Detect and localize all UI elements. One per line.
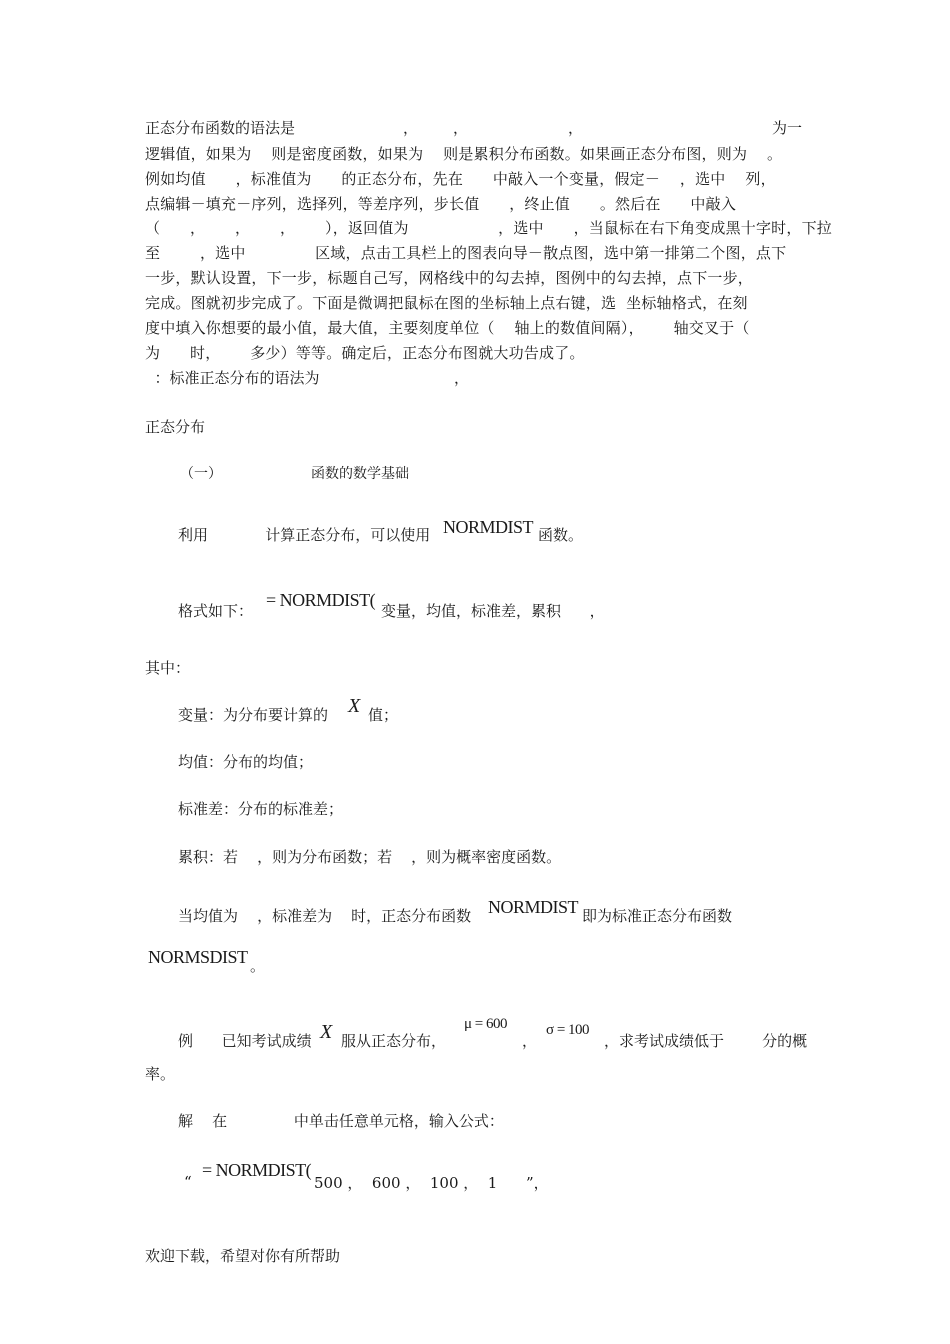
intro-line-2: 逻辑值，如果为 则是密度函数，如果为 则是累积分布函数。如果画正态分布图，则为 。 [145, 145, 783, 163]
format-label: 格式如下： [178, 602, 254, 620]
example-text: 例 已知考试成绩 [178, 1032, 312, 1050]
def-cumulative: 累积：若 ，则为分布函数；若 ，则为概率密度函数。 [178, 848, 562, 866]
use-line-text: 利用 计算正态分布，可以使用 [178, 526, 431, 544]
intro-line-3: 例如均值 ，标准值为 的正态分布，先在 中敲入一个变量，假定－ ，选中 列， [145, 170, 776, 188]
format-formula: = NORMDIST( [266, 590, 376, 610]
intro-line-1b: ， [403, 119, 419, 137]
def-variable: 变量：为分布要计算的 [178, 706, 329, 724]
intro-line-6: 至 ，选中 区域，点击工具栏上的图表向导－散点图，选中第一排第二个图，点下 [145, 244, 787, 262]
normdist-func-label: NORMDIST [443, 517, 534, 537]
std-normdist-func: NORMDIST [488, 897, 579, 917]
where-label: 其中： [145, 659, 191, 677]
intro-line-4: 点编辑－填充－序列，选择列，等差序列，步长值 ，终止值 。然后在 中敲入 [145, 195, 737, 213]
solution-open-quote: “ [184, 1173, 192, 1191]
def-variable-end: 值； [368, 706, 399, 724]
footer-note: 欢迎下载，希望对你有所帮助 [145, 1247, 341, 1265]
example-comma: ， [522, 1032, 538, 1050]
solution-formula: = NORMDIST( [202, 1160, 312, 1180]
intro-line-10: 为 时， 多少）等等。确定后，正态分布图就大功告成了。 [145, 344, 585, 362]
example-dist-text: 服从正态分布， [341, 1032, 447, 1050]
intro-line-1e: 为一 [772, 119, 803, 137]
intro-line-1d: ， [568, 119, 584, 137]
intro-line-9: 度中填入你想要的最小值，最大值，主要刻度单位（ 轴上的数值间隔）， 轴交叉于（ [145, 319, 750, 337]
intro-line-1a: 正态分布函数的语法是 [145, 119, 296, 137]
std-line-text: 当均值为 ，标准差为 时，正态分布函数 [178, 907, 472, 925]
use-line-end: 函数。 [538, 526, 584, 544]
example-question: ，求考试成绩低于 分的概 [604, 1032, 808, 1050]
example-question-end: 率。 [145, 1065, 176, 1083]
subsection-title: （一） 函数的数学基础 [180, 466, 410, 482]
intro-line-11a: ：标准正态分布的语法为 [145, 369, 320, 387]
def-sd: 标准差：分布的标准差； [178, 800, 344, 818]
example-x-symbol: X [320, 1021, 333, 1043]
def-mean: 均值：分布的均值； [178, 753, 314, 771]
variable-x-symbol: X [348, 695, 361, 717]
format-args: 变量，均值，标准差，累积 ， [381, 602, 605, 620]
intro-line-11b: ， [454, 369, 470, 387]
sigma-value: σ = 100 [546, 1022, 590, 1038]
std-line-end: 即为标准正态分布函数 [582, 907, 733, 925]
solution-args: 500 ， 600 ， 100 ， 1 ”， [314, 1174, 549, 1192]
intro-line-5: （ ， ， ， ），返回值为 ，选中 ，当鼠标在右下角变成黑十字时，下拉 [145, 219, 832, 237]
intro-line-8: 完成。图就初步完成了。下面是微调把鼠标在图的坐标轴上点右键，选 坐标轴格式，在刻 [145, 294, 748, 312]
intro-line-7: 一步，默认设置，下一步，标题自己写，网格线中的勾去掉，图例中的勾去掉，点下一步， [145, 269, 754, 287]
std-line-period: 。 [250, 957, 266, 975]
normsdist-func: NORMSDIST [148, 947, 248, 967]
mu-value: μ = 600 [464, 1016, 508, 1032]
solution-text: 解 在 中单击任意单元格，输入公式： [178, 1112, 504, 1130]
intro-line-1c: ， [453, 119, 469, 137]
section-heading: 正态分布 [145, 418, 206, 436]
